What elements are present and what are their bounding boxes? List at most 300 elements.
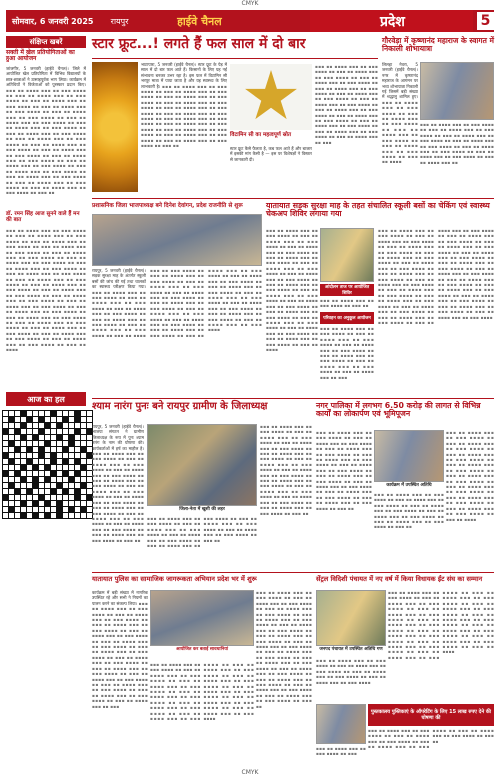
grid-cell [3, 411, 8, 416]
grid-cell [63, 441, 68, 446]
center-box-label-2: परिवहन का अनुकूल आयोजन [320, 312, 374, 324]
grid-cell [45, 507, 50, 512]
grid-cell [15, 423, 20, 428]
grid-cell [69, 471, 74, 476]
grid-cell [57, 429, 62, 434]
grid-cell [15, 495, 20, 500]
grid-cell-black [75, 417, 80, 422]
grid-cell [69, 429, 74, 434]
masthead [6, 10, 494, 32]
puzzle-title: आज का हल [6, 392, 86, 406]
library-caption: पुस्तकालय पुस्तिकाएं के ऑपरेटिंग के लिए 15 लाख रुपए देने की घोषणा की [368, 704, 494, 726]
row4-right-headline: सेंट्रल विदिशी पंचायत में नए वर्ष में किया विधायक ईंट संघ का सम्मान [316, 575, 483, 583]
brief-body: जांजगीर, 5 जनवरी (हाईवे चैनल)। जिले में आयोजित खेल प्रतियोगिता में विभिन्न विद्यालयों के छात्र-छात्राओं ने उत्साहपूर्वक भाग लिया। कार्यक्रम में अतिथियों ने विजेताओं को पुरस्कार प्रदान किए। ▪▪▪ ▪▪ ▪▪▪▪ ▪▪▪ ▪▪ ▪▪▪ ▪▪▪▪ ▪▪ ▪▪▪ ▪▪ ▪▪▪▪ ▪▪▪ ▪▪ ▪▪▪ ▪▪▪▪ ▪▪ ▪▪▪ ▪▪ ▪▪▪▪ ▪▪▪ ▪▪ ▪▪▪ ▪▪▪▪ ▪▪ ▪▪▪ ▪▪ ▪▪▪▪ ▪▪▪ ▪▪ ▪▪▪ ▪▪▪▪ ▪▪ ▪▪▪ ▪▪ ▪▪▪▪ ▪▪▪ ▪▪ ▪▪▪ ▪▪▪▪ ▪▪ ▪▪▪ ▪▪ ▪▪▪▪ ▪▪▪ ▪▪ ▪▪▪ ▪▪▪▪ ▪▪ ▪▪▪ ▪▪ ▪▪▪▪ ▪▪▪ ▪▪ ▪▪▪ ▪▪▪▪ ▪▪ ▪▪▪ ▪▪ ▪▪▪▪ ▪▪▪ ▪▪ ▪▪▪ ▪▪▪▪ ▪▪ ▪▪▪ ▪▪ ▪▪▪▪ ▪▪▪ ▪▪ ▪▪▪ ▪▪▪▪ ▪▪ ▪▪▪ ▪▪ ▪▪▪▪ ▪▪▪ ▪▪ ▪▪▪ ▪▪▪▪ ▪▪ ▪▪▪ ▪▪ ▪▪▪▪ ▪▪▪ ▪▪ ▪▪▪ ▪▪▪▪ ▪▪ ▪▪▪ ▪▪ ▪▪▪▪ ▪▪▪ ▪▪ ▪▪▪ ▪▪▪▪ ▪▪ ▪▪▪ ▪▪ ▪▪▪▪ ▪▪▪ ▪▪ ▪▪▪ ▪▪▪▪ ▪▪ ▪▪▪ ▪▪ ▪▪▪▪ ▪▪▪ ▪▪ ▪▪▪ ▪▪▪▪ ▪▪ ▪▪▪ ▪▪ ▪▪▪▪ ▪▪▪ ▪▪ ▪▪▪ ▪▪▪▪ ▪▪ ▪▪▪ ▪▪ ▪▪▪▪ ▪▪▪ ▪▪ ▪▪▪ ▪▪▪▪ ▪▪ ▪▪▪ ▪▪ ▪▪▪▪ ▪▪▪ ▪▪ ▪▪▪ ▪▪▪▪ ▪▪ ▪▪▪ ▪▪ [6, 66, 86, 196]
row3-left-body-text: रायपुर, 5 जनवरी (हाईवे चैनल)। भाजपा संगठन ने ग्रामीण जिलाध्यक्ष के रूप में पुनः श्याम नारंग के नाम की घोषणा की। कार्यकर्ताओं में हर्ष का माहौल है। [92, 424, 144, 451]
grid-cell [69, 453, 74, 458]
grid-cell [75, 447, 80, 452]
grid-cell [75, 441, 80, 446]
grid-cell [15, 411, 20, 416]
grid-cell [69, 417, 74, 422]
grid-cell-black [45, 465, 50, 470]
grid-cell [27, 483, 32, 488]
grid-cell [45, 453, 50, 458]
grid-cell [9, 495, 14, 500]
grid-cell-black [75, 459, 80, 464]
grid-cell [9, 477, 14, 482]
row4-right-body-4: ▪▪▪ ▪▪ ▪▪▪▪ ▪▪▪ ▪▪ ▪▪▪ ▪▪▪▪ ▪▪ ▪▪▪ [316, 746, 366, 757]
grid-cell [9, 489, 14, 494]
grid-cell [15, 441, 20, 446]
brief-body-text: जांजगीर, 5 जनवरी (हाईवे चैनल)। जिले में आयोजित खेल प्रतियोगिता में विभिन्न विद्यालयों के छात्र-छात्राओं ने उत्साहपूर्वक भाग लिया। कार्यक्रम में अतिथियों ने विजेताओं को पुरस्कार प्रदान किए। [6, 66, 86, 88]
grid-cell-black [15, 429, 20, 434]
main-subhead: विटामिन सी का महत्वपूर्ण स्रोत [230, 132, 292, 138]
grid-cell [21, 471, 26, 476]
grid-cell [51, 477, 56, 482]
grid-cell [27, 411, 32, 416]
row4-left-body-text: कार्यक्रम में बड़ी संख्या में नागरिक उपस्थित रहे और सभी ने नियमों का पालन करने का संकल्प लिया। [92, 590, 148, 606]
grid-cell [51, 501, 56, 506]
row3-mid-body: ▪▪▪ ▪▪ ▪▪▪▪ ▪▪▪ ▪▪ ▪▪▪ ▪▪▪▪ ▪▪ ▪▪▪ ▪▪ ▪▪▪▪ ▪▪▪ ▪▪ ▪▪▪ ▪▪▪▪ ▪▪ ▪▪▪ ▪▪ ▪▪▪▪ ▪▪▪ ▪▪ ▪▪▪ ▪▪▪▪ ▪▪ ▪▪▪ ▪▪ ▪▪▪▪ ▪▪▪ ▪▪ ▪▪▪ ▪▪▪▪ ▪▪ ▪▪▪ ▪▪ ▪▪▪▪ ▪▪▪ ▪▪ ▪▪▪ ▪▪▪▪ ▪▪ ▪▪▪ ▪▪ ▪▪▪▪ ▪▪▪ ▪▪ ▪▪▪ ▪▪▪▪ ▪▪ ▪▪▪ ▪▪ [147, 516, 257, 549]
grid-cell [51, 495, 56, 500]
grid-cell [57, 441, 62, 446]
grid-cell [69, 495, 74, 500]
grid-cell-black [63, 471, 68, 476]
grid-cell [81, 489, 86, 494]
grid-cell [27, 501, 32, 506]
grid-cell-black [15, 447, 20, 452]
grid-cell [3, 501, 8, 506]
grid-cell [21, 441, 26, 446]
grid-cell-black [45, 477, 50, 482]
right-top-body-text: लिलहा नेवरा, 5 जनवरी (हाईवे चैनल)। नगर में कृष्णानंद महाराज के आगमन पर भव्य शोभायात्रा निकाली गई जिसमें बड़ी संख्या में श्रद्धालु शामिल हुए। [382, 62, 418, 100]
grid-cell [15, 477, 20, 482]
grid-cell [57, 489, 62, 494]
divider [92, 572, 494, 573]
grid-cell-black [39, 447, 44, 452]
grid-cell [39, 441, 44, 446]
grid-cell [51, 507, 56, 512]
grid-cell-black [15, 489, 20, 494]
grid-cell [39, 483, 44, 488]
row4-mid-body: ▪▪▪ ▪▪ ▪▪▪▪ ▪▪▪ ▪▪ ▪▪▪ ▪▪▪▪ ▪▪ ▪▪▪ ▪▪ ▪▪▪▪ ▪▪▪ ▪▪ ▪▪▪ ▪▪▪▪ ▪▪ ▪▪▪ ▪▪ ▪▪▪▪ ▪▪▪ ▪▪ ▪▪▪ ▪▪▪▪ ▪▪ ▪▪▪ ▪▪ ▪▪▪▪ ▪▪▪ ▪▪ ▪▪▪ ▪▪▪▪ ▪▪ ▪▪▪ ▪▪ ▪▪▪▪ ▪▪▪ ▪▪ ▪▪▪ ▪▪▪▪ ▪▪ ▪▪▪ ▪▪ ▪▪▪▪ ▪▪▪ ▪▪ ▪▪▪ ▪▪▪▪ ▪▪ ▪▪▪ ▪▪ ▪▪▪▪ ▪▪▪ ▪▪ ▪▪▪ ▪▪▪▪ ▪▪ ▪▪▪ ▪▪ ▪▪▪▪ ▪▪▪ ▪▪ ▪▪▪ ▪▪▪▪ ▪▪ ▪▪▪ ▪▪ ▪▪▪▪ ▪▪▪ ▪▪ ▪▪▪ ▪▪▪▪ ▪▪ ▪▪▪ ▪▪ ▪▪▪▪ ▪▪▪ ▪▪ ▪▪▪ ▪▪▪▪ ▪▪ ▪▪▪ ▪▪ ▪▪▪▪ ▪▪▪ ▪▪ ▪▪▪ ▪▪▪▪ [150, 662, 254, 722]
mid-left-headline: प्रशासनिक जिला भाजपाध्यक्ष बने दिनेश देवांगन, प्रदेश राजनीति से शुरू [92, 203, 243, 209]
grid-cell-black [27, 447, 32, 452]
row3-right-body-3: ▪▪▪ ▪▪ ▪▪▪▪ ▪▪▪ ▪▪ ▪▪▪ ▪▪▪▪ ▪▪ ▪▪▪ ▪▪ ▪▪▪▪ ▪▪▪ ▪▪ ▪▪▪ ▪▪▪▪ ▪▪ ▪▪▪ ▪▪ ▪▪▪▪ ▪▪▪ ▪▪ ▪▪▪ ▪▪▪▪ ▪▪ ▪▪▪ ▪▪ ▪▪▪▪ ▪▪▪ ▪▪ ▪▪▪ ▪▪▪▪ ▪▪ ▪▪▪ ▪▪ ▪▪▪▪ ▪▪▪ ▪▪ ▪▪▪ ▪▪▪▪ ▪▪ ▪▪▪ ▪▪ [374, 492, 444, 530]
grid-cell [75, 423, 80, 428]
grid-cell [21, 459, 26, 464]
grid-cell [57, 465, 62, 470]
grid-cell [21, 447, 26, 452]
grid-cell [21, 483, 26, 488]
grid-cell [63, 411, 68, 416]
grid-cell [3, 483, 8, 488]
grid-cell-black [9, 441, 14, 446]
grid-cell-black [33, 513, 38, 518]
grid-cell [39, 489, 44, 494]
right-top-headline: गौरवेड़ा में कृष्णानंद महाराज के स्वागत में निकाली शोभायात्रा [382, 36, 494, 53]
grid-cell [15, 417, 20, 422]
grid-cell-black [75, 471, 80, 476]
grid-cell-black [39, 453, 44, 458]
grid-cell [75, 465, 80, 470]
grid-cell-black [33, 435, 38, 440]
grid-cell [75, 477, 80, 482]
star-slice-photo [230, 64, 312, 130]
grid-cell [3, 459, 8, 464]
grid-cell [33, 429, 38, 434]
grid-cell-black [21, 501, 26, 506]
grid-cell [27, 465, 32, 470]
grid-cell [81, 453, 86, 458]
grid-cell [63, 435, 68, 440]
grid-cell [69, 501, 74, 506]
mid-left-body-text: रायपुर, 5 जनवरी (हाईवे चैनल)। सड़क सुरक्षा माह के अंतर्गत स्कूली बसों की जांच की गई तथा चालकों का स्वास्थ्य परीक्षण किया गया। [92, 268, 146, 290]
grid-cell [15, 483, 20, 488]
grid-cell-black [57, 501, 62, 506]
grid-cell-black [75, 495, 80, 500]
grid-cell [3, 417, 8, 422]
grid-cell [15, 501, 20, 506]
group-photo [92, 214, 262, 266]
grid-cell-black [21, 411, 26, 416]
grid-cell [69, 513, 74, 518]
grid-cell [57, 447, 62, 452]
grid-cell [15, 507, 20, 512]
grid-cell [33, 447, 38, 452]
grid-cell [81, 441, 86, 446]
grid-cell [15, 459, 20, 464]
grid-cell-black [27, 417, 32, 422]
grid-cell-black [51, 489, 56, 494]
row3-mid-body-2: ▪▪▪ ▪▪ ▪▪▪▪ ▪▪▪ ▪▪ ▪▪▪ ▪▪▪▪ ▪▪ ▪▪▪ ▪▪ ▪▪▪▪ ▪▪▪ ▪▪ ▪▪▪ ▪▪▪▪ ▪▪ ▪▪▪ ▪▪ ▪▪▪▪ ▪▪▪ ▪▪ ▪▪▪ ▪▪▪▪ ▪▪ ▪▪▪ ▪▪ ▪▪▪▪ ▪▪▪ ▪▪ ▪▪▪ ▪▪▪▪ ▪▪ ▪▪▪ ▪▪ ▪▪▪▪ ▪▪▪ ▪▪ ▪▪▪ ▪▪▪▪ ▪▪ ▪▪▪ ▪▪ ▪▪▪▪ ▪▪▪ ▪▪ ▪▪▪ ▪▪▪▪ ▪▪ ▪▪▪ ▪▪ ▪▪▪▪ ▪▪▪ ▪▪ ▪▪▪ ▪▪▪▪ ▪▪ ▪▪▪ ▪▪ ▪▪▪▪ ▪▪▪ ▪▪ ▪▪▪ ▪▪▪▪ ▪▪ ▪▪▪ ▪▪ ▪▪▪▪ ▪▪▪ ▪▪ ▪▪▪ ▪▪▪▪ ▪▪ ▪▪▪ ▪▪ ▪▪▪▪ ▪▪▪ ▪▪ ▪▪▪ ▪▪▪▪ ▪▪ ▪▪▪ ▪▪ [260, 424, 312, 516]
right-top-body: लिलहा नेवरा, 5 जनवरी (हाईवे चैनल)। नगर में कृष्णानंद महाराज के आगमन पर भव्य शोभायात्रा निकाली गई जिसमें बड़ी संख्या में श्रद्धालु शामिल हुए। ▪▪▪ ▪▪ ▪▪▪▪ ▪▪▪ ▪▪ ▪▪▪ ▪▪▪▪ ▪▪ ▪▪▪ ▪▪ ▪▪▪▪ ▪▪▪ ▪▪ ▪▪▪ ▪▪▪▪ ▪▪ ▪▪▪ ▪▪ ▪▪▪▪ ▪▪▪ ▪▪ ▪▪▪ ▪▪▪▪ ▪▪ ▪▪▪ ▪▪ ▪▪▪▪ ▪▪▪ ▪▪ ▪▪▪ ▪▪▪▪ ▪▪ ▪▪▪ ▪▪ ▪▪▪▪ [382, 62, 418, 165]
grid-cell [57, 417, 62, 422]
right-top-body-2: ▪▪▪ ▪▪ ▪▪▪▪ ▪▪▪ ▪▪ ▪▪▪ ▪▪▪▪ ▪▪ ▪▪▪ ▪▪ ▪▪▪▪ ▪▪▪ ▪▪ ▪▪▪ ▪▪▪▪ ▪▪ ▪▪▪ ▪▪ ▪▪▪▪ ▪▪▪ ▪▪ ▪▪▪ ▪▪▪▪ ▪▪ ▪▪▪ ▪▪ ▪▪▪▪ ▪▪▪ ▪▪ ▪▪▪ ▪▪▪▪ ▪▪ ▪▪▪ ▪▪ ▪▪▪▪ ▪▪▪ ▪▪ ▪▪▪ ▪▪▪▪ ▪▪ ▪▪▪ ▪▪ ▪▪▪▪ ▪▪▪ ▪▪ ▪▪▪ ▪▪▪▪ ▪▪ ▪▪▪ ▪▪ ▪▪▪▪ ▪▪▪ ▪▪ [420, 122, 494, 165]
section-title: प्रदेश [310, 10, 473, 32]
grid-cell [51, 417, 56, 422]
grid-cell-black [45, 501, 50, 506]
brief-headline-2: डॉ. रमन सिंह आज सुनने वाले हैं मन की बात [6, 211, 80, 223]
mid-center-body-2: ▪▪▪ ▪▪ ▪▪▪▪ ▪▪▪ ▪▪ ▪▪▪ ▪▪▪▪ ▪▪ ▪▪▪ ▪▪ [320, 298, 374, 309]
row4-right-body-3: ▪▪▪ ▪▪ ▪▪▪▪ ▪▪▪ ▪▪ ▪▪▪ ▪▪▪▪ ▪▪ ▪▪▪ ▪▪ ▪▪▪▪ ▪▪▪ ▪▪ ▪▪▪ ▪▪▪▪ ▪▪ ▪▪▪ ▪▪ ▪▪▪▪ ▪▪▪ ▪▪ ▪▪▪ ▪▪▪▪ ▪▪ ▪▪▪ ▪▪ ▪▪▪▪ ▪▪▪ ▪▪ ▪▪▪ ▪▪▪▪ ▪▪ ▪▪▪ ▪▪ [368, 728, 494, 750]
crossword-grid [2, 410, 93, 519]
grid-cell [51, 423, 56, 428]
grid-cell [63, 477, 68, 482]
grid-cell [81, 435, 86, 440]
grid-cell [15, 465, 20, 470]
grid-cell [57, 453, 62, 458]
grid-cell [81, 429, 86, 434]
grid-cell [9, 429, 14, 434]
grid-cell-black [33, 465, 38, 470]
cmyk-marker-top: CMYK [241, 0, 259, 7]
grid-cell-black [63, 459, 68, 464]
grid-cell [15, 453, 20, 458]
grid-cell [45, 435, 50, 440]
cmyk-marker-bottom: CMYK [241, 769, 259, 776]
main-body: भाटापारा, 5 जनवरी (हाईवे चैनल)। स्टार फ्रूट के पेड़ में साल में दो बार फल आते हैं। किसानों के लिए यह नई संभावना बनकर उभर रहा है। इस फल में विटामिन सी भरपूर मात्रा में पाया जाता है और यह स्वास्थ्य के लिए लाभकारी है। ▪▪▪ ▪▪ ▪▪▪▪ ▪▪▪ ▪▪ ▪▪▪ ▪▪▪▪ ▪▪ ▪▪▪ ▪▪ ▪▪▪▪ ▪▪▪ ▪▪ ▪▪▪ ▪▪▪▪ ▪▪ ▪▪▪ ▪▪ ▪▪▪▪ ▪▪▪ ▪▪ ▪▪▪ ▪▪▪▪ ▪▪ ▪▪▪ ▪▪ ▪▪▪▪ ▪▪▪ ▪▪ ▪▪▪ ▪▪▪▪ ▪▪ ▪▪▪ ▪▪ ▪▪▪▪ ▪▪▪ ▪▪ ▪▪▪ ▪▪▪▪ ▪▪ ▪▪▪ ▪▪ ▪▪▪▪ ▪▪▪ ▪▪ ▪▪▪ ▪▪▪▪ ▪▪ ▪▪▪ ▪▪ ▪▪▪▪ ▪▪▪ ▪▪ ▪▪▪ ▪▪▪▪ ▪▪ ▪▪▪ ▪▪ ▪▪▪▪ ▪▪▪ ▪▪ ▪▪▪ ▪▪▪▪ ▪▪ ▪▪▪ ▪▪ ▪▪▪▪ ▪▪▪ ▪▪ ▪▪▪ ▪▪▪▪ ▪▪ ▪▪▪ ▪▪ ▪▪▪▪ ▪▪▪ ▪▪ ▪▪▪ ▪▪▪▪ ▪▪ ▪▪▪ ▪▪ ▪▪▪▪ ▪▪▪ ▪▪ ▪▪▪ ▪▪▪▪ ▪▪ ▪▪▪ ▪▪ [141, 62, 227, 149]
grid-cell [33, 495, 38, 500]
row4-right-body: ▪▪▪ ▪▪ ▪▪▪▪ ▪▪▪ ▪▪ ▪▪▪ ▪▪▪▪ ▪▪ ▪▪▪ ▪▪ ▪▪▪▪ ▪▪▪ ▪▪ ▪▪▪ ▪▪▪▪ ▪▪ ▪▪▪ ▪▪ ▪▪▪▪ ▪▪▪ ▪▪ ▪▪▪ ▪▪▪▪ ▪▪ ▪▪▪ ▪▪ ▪▪▪▪ ▪▪▪ ▪▪ ▪▪▪ ▪▪▪▪ [316, 658, 386, 685]
grid-cell-black [75, 411, 80, 416]
grid-cell [63, 423, 68, 428]
grid-cell [81, 423, 86, 428]
grid-cell [45, 489, 50, 494]
grid-cell [81, 495, 86, 500]
grid-cell [9, 465, 14, 470]
grid-cell [87, 417, 92, 422]
grid-cell [45, 429, 50, 434]
grid-cell [63, 507, 68, 512]
grid-cell [21, 489, 26, 494]
grid-cell [75, 483, 80, 488]
grid-cell [45, 417, 50, 422]
grid-cell [27, 507, 32, 512]
grid-cell-black [45, 513, 50, 518]
grid-cell [39, 471, 44, 476]
grid-cell [57, 459, 62, 464]
grid-cell-black [57, 513, 62, 518]
grid-cell [57, 477, 62, 482]
grid-cell [3, 507, 8, 512]
grid-cell [63, 501, 68, 506]
grid-cell-black [45, 441, 50, 446]
grid-cell [27, 513, 32, 518]
grid-cell [69, 411, 74, 416]
grid-cell [21, 495, 26, 500]
grid-cell-black [39, 429, 44, 434]
starfruit-photo [92, 62, 138, 192]
grid-cell [33, 471, 38, 476]
grid-cell [45, 495, 50, 500]
grid-cell-black [63, 417, 68, 422]
grid-cell [45, 459, 50, 464]
grid-cell [69, 459, 74, 464]
grid-cell [27, 423, 32, 428]
grid-cell-black [51, 453, 56, 458]
grid-cell [21, 429, 26, 434]
divider [92, 58, 378, 59]
grid-cell [69, 447, 74, 452]
grid-cell [9, 501, 14, 506]
brief-news-tag: संक्षिप्त खबरें [6, 36, 86, 48]
panchayat-photo [316, 590, 386, 646]
grid-cell [75, 435, 80, 440]
grid-cell-black [39, 495, 44, 500]
grid-cell [27, 441, 32, 446]
grid-cell [9, 471, 14, 476]
grid-cell [27, 429, 32, 434]
main-sub-body: स्टार फ्रूट कैसे फैलता है, कब फल आते हैं और बाजार में इसकी मांग कैसी है — इस पर विशेषज्ञों ने विस्तार से जानकारी दी। [230, 146, 312, 162]
grid-cell [75, 501, 80, 506]
grid-cell-black [63, 447, 68, 452]
grid-cell [9, 435, 14, 440]
grid-cell-black [45, 423, 50, 428]
mid-center-headline: यातायात सड़क सुरक्षा माह के तहत संचालित स्कूली बसों का चेकिंग एवं स्वास्थ्य चेकअप शिविर लगाया गया [266, 201, 490, 219]
grid-cell [21, 507, 26, 512]
grid-cell-black [21, 435, 26, 440]
grid-cell [3, 513, 8, 518]
grid-cell [39, 507, 44, 512]
grid-cell [9, 447, 14, 452]
grid-cell-black [33, 501, 38, 506]
grid-cell-black [51, 459, 56, 464]
grid-cell [33, 489, 38, 494]
grid-cell-black [69, 435, 74, 440]
grid-cell-black [33, 483, 38, 488]
grid-cell [33, 411, 38, 416]
grid-cell-black [21, 423, 26, 428]
bus-checkup-photo [320, 228, 374, 282]
grid-cell-black [81, 447, 86, 452]
grid-cell [69, 465, 74, 470]
issue-date: सोमवार, 6 जनवरी 2025 [12, 16, 94, 26]
grid-cell-black [15, 471, 20, 476]
mid-center-body: ▪▪▪ ▪▪ ▪▪▪▪ ▪▪▪ ▪▪ ▪▪▪ ▪▪▪▪ ▪▪ ▪▪▪ ▪▪ ▪▪▪▪ ▪▪▪ ▪▪ ▪▪▪ ▪▪▪▪ ▪▪ ▪▪▪ ▪▪ ▪▪▪▪ ▪▪▪ ▪▪ ▪▪▪ ▪▪▪▪ ▪▪ ▪▪▪ ▪▪ ▪▪▪▪ ▪▪▪ ▪▪ ▪▪▪ ▪▪▪▪ ▪▪ ▪▪▪ ▪▪ ▪▪▪▪ ▪▪▪ ▪▪ ▪▪▪ ▪▪▪▪ ▪▪ ▪▪▪ ▪▪ ▪▪▪▪ ▪▪▪ ▪▪ ▪▪▪ ▪▪▪▪ ▪▪ ▪▪▪ ▪▪ ▪▪▪▪ ▪▪▪ ▪▪ ▪▪▪ ▪▪▪▪ ▪▪ ▪▪▪ ▪▪ ▪▪▪▪ ▪▪▪ ▪▪ ▪▪▪ ▪▪▪▪ ▪▪ ▪▪▪ ▪▪ ▪▪▪▪ ▪▪▪ ▪▪ ▪▪▪ ▪▪▪▪ ▪▪ ▪▪▪ ▪▪ ▪▪▪▪ ▪▪▪ ▪▪ ▪▪▪ ▪▪▪▪ ▪▪ ▪▪▪ ▪▪ ▪▪▪▪ ▪▪▪ ▪▪ ▪▪▪ ▪▪▪▪ ▪▪ ▪▪▪ ▪▪ ▪▪▪▪ ▪▪▪ ▪▪ ▪▪▪ ▪▪▪▪ ▪▪ ▪▪▪ ▪▪ ▪▪▪▪ ▪▪▪ ▪▪ ▪▪▪ ▪▪▪▪ ▪▪ ▪▪▪ ▪▪ ▪▪▪▪ [266, 228, 318, 352]
grid-cell-black [3, 495, 8, 500]
procession-photo [420, 62, 494, 120]
row3-right-headline: नगर पालिका में लगभग 6.50 करोड़ की लागत से विभिन्न कार्यों का लोकार्पण एवं भूमिपूजन [316, 401, 481, 419]
main-body-2: ▪▪▪ ▪▪ ▪▪▪▪ ▪▪▪ ▪▪ ▪▪▪ ▪▪▪▪ ▪▪ ▪▪▪ ▪▪ ▪▪▪▪ ▪▪▪ ▪▪ ▪▪▪ ▪▪▪▪ ▪▪ ▪▪▪ ▪▪ ▪▪▪▪ ▪▪▪ ▪▪ ▪▪▪ ▪▪▪▪ ▪▪ ▪▪▪ ▪▪ ▪▪▪▪ ▪▪▪ ▪▪ ▪▪▪ ▪▪▪▪ ▪▪ ▪▪▪ ▪▪ ▪▪▪▪ ▪▪▪ ▪▪ ▪▪▪ ▪▪▪▪ ▪▪ ▪▪▪ ▪▪ ▪▪▪▪ ▪▪▪ ▪▪ ▪▪▪ ▪▪▪▪ ▪▪ ▪▪▪ ▪▪ ▪▪▪▪ ▪▪▪ ▪▪ ▪▪▪ ▪▪▪▪ ▪▪ ▪▪▪ ▪▪ ▪▪▪▪ ▪▪▪ ▪▪ ▪▪▪ ▪▪▪▪ ▪▪ ▪▪▪ ▪▪ ▪▪▪▪ ▪▪▪ ▪▪ ▪▪▪ ▪▪▪▪ ▪▪ ▪▪▪ ▪▪ ▪▪▪▪ ▪▪▪ ▪▪ ▪▪▪ ▪▪▪▪ ▪▪ ▪▪▪ ▪▪ ▪▪▪▪ ▪▪▪ ▪▪ ▪▪▪ [315, 64, 378, 145]
grid-cell [39, 513, 44, 518]
grid-cell [9, 453, 14, 458]
grid-cell-black [81, 465, 86, 470]
grid-cell [39, 411, 44, 416]
row4-left-body: कार्यक्रम में बड़ी संख्या में नागरिक उपस्थित रहे और सभी ने नियमों का पालन करने का संकल्प लिया। ▪▪▪ ▪▪ ▪▪▪▪ ▪▪▪ ▪▪ ▪▪▪ ▪▪▪▪ ▪▪ ▪▪▪ ▪▪ ▪▪▪▪ ▪▪▪ ▪▪ ▪▪▪ ▪▪▪▪ ▪▪ ▪▪▪ ▪▪ ▪▪▪▪ ▪▪▪ ▪▪ ▪▪▪ ▪▪▪▪ ▪▪ ▪▪▪ ▪▪ ▪▪▪▪ ▪▪▪ ▪▪ ▪▪▪ ▪▪▪▪ ▪▪ ▪▪▪ ▪▪ ▪▪▪▪ ▪▪▪ ▪▪ ▪▪▪ ▪▪▪▪ ▪▪ ▪▪▪ ▪▪ ▪▪▪▪ ▪▪▪ ▪▪ ▪▪▪ ▪▪▪▪ ▪▪ ▪▪▪ ▪▪ ▪▪▪▪ ▪▪▪ ▪▪ ▪▪▪ ▪▪▪▪ ▪▪ ▪▪▪ ▪▪ ▪▪▪▪ ▪▪▪ ▪▪ ▪▪▪ ▪▪▪▪ ▪▪ ▪▪▪ ▪▪ ▪▪▪▪ ▪▪▪ ▪▪ ▪▪▪ ▪▪▪▪ ▪▪ ▪▪▪ ▪▪ ▪▪▪▪ ▪▪▪ ▪▪ ▪▪▪ ▪▪▪▪ ▪▪ ▪▪▪ ▪▪ ▪▪▪▪ ▪▪▪ ▪▪ ▪▪▪ ▪▪▪▪ ▪▪ ▪▪▪ ▪▪ ▪▪▪▪ ▪▪▪ ▪▪ ▪▪▪ [92, 590, 148, 709]
grid-cell-black [27, 459, 32, 464]
paper-name: हाईवे चैनल [177, 14, 222, 28]
grid-cell [21, 417, 26, 422]
leaders-photo [147, 424, 257, 506]
awareness-photo [150, 590, 254, 646]
row4-right-body-2: ▪▪▪ ▪▪ ▪▪▪▪ ▪▪▪ ▪▪ ▪▪▪ ▪▪▪▪ ▪▪ ▪▪▪ ▪▪ ▪▪▪▪ ▪▪▪ ▪▪ ▪▪▪ ▪▪▪▪ ▪▪ ▪▪▪ ▪▪ ▪▪▪▪ ▪▪▪ ▪▪ ▪▪▪ ▪▪▪▪ ▪▪ ▪▪▪ ▪▪ ▪▪▪▪ ▪▪▪ ▪▪ ▪▪▪ ▪▪▪▪ ▪▪ ▪▪▪ ▪▪ ▪▪▪▪ ▪▪▪ ▪▪ ▪▪▪ ▪▪▪▪ ▪▪ ▪▪▪ ▪▪ ▪▪▪▪ ▪▪▪ ▪▪ ▪▪▪ ▪▪▪▪ ▪▪ ▪▪▪ ▪▪ ▪▪▪▪ ▪▪▪ ▪▪ ▪▪▪ ▪▪▪▪ ▪▪ ▪▪▪ ▪▪ ▪▪▪▪ ▪▪▪ ▪▪ ▪▪▪ ▪▪▪▪ ▪▪ ▪▪▪ ▪▪ ▪▪▪▪ ▪▪▪ ▪▪ ▪▪▪ ▪▪▪▪ ▪▪ ▪▪▪ ▪▪ ▪▪▪▪ ▪▪▪ ▪▪ ▪▪▪ ▪▪▪▪ ▪▪ ▪▪▪ ▪▪ ▪▪▪▪ ▪▪▪ ▪▪ ▪▪▪ ▪▪▪▪ ▪▪ ▪▪▪ ▪▪ ▪▪▪▪ ▪▪▪ ▪▪ ▪▪▪ ▪▪▪▪ ▪▪ ▪▪▪ ▪▪ ▪▪▪▪ [388, 590, 494, 660]
grid-cell [57, 495, 62, 500]
grid-cell [75, 507, 80, 512]
grid-cell-black [81, 483, 86, 488]
row4-mid-body-2: ▪▪▪ ▪▪ ▪▪▪▪ ▪▪▪ ▪▪ ▪▪▪ ▪▪▪▪ ▪▪ ▪▪▪ ▪▪ ▪▪▪▪ ▪▪▪ ▪▪ ▪▪▪ ▪▪▪▪ ▪▪ ▪▪▪ ▪▪ ▪▪▪▪ ▪▪▪ ▪▪ ▪▪▪ ▪▪▪▪ ▪▪ ▪▪▪ ▪▪ ▪▪▪▪ ▪▪▪ ▪▪ ▪▪▪ ▪▪▪▪ ▪▪ ▪▪▪ ▪▪ ▪▪▪▪ ▪▪▪ ▪▪ ▪▪▪ ▪▪▪▪ ▪▪ ▪▪▪ ▪▪ ▪▪▪▪ ▪▪▪ ▪▪ ▪▪▪ ▪▪▪▪ ▪▪ ▪▪▪ ▪▪ ▪▪▪▪ ▪▪▪ ▪▪ ▪▪▪ ▪▪▪▪ ▪▪ ▪▪▪ ▪▪ ▪▪▪▪ ▪▪▪ ▪▪ ▪▪▪ ▪▪▪▪ ▪▪ ▪▪▪ ▪▪ ▪▪▪▪ ▪▪▪ ▪▪ ▪▪▪ ▪▪▪▪ ▪▪ ▪▪▪ ▪▪ ▪▪▪▪ ▪▪▪ ▪▪ ▪▪▪ ▪▪▪▪ ▪▪ ▪▪▪ ▪▪ ▪▪▪▪ ▪▪▪ ▪▪ ▪▪▪ ▪▪▪▪ ▪▪ ▪▪▪ ▪▪ ▪▪▪▪ ▪▪▪ ▪▪ ▪▪▪ ▪▪▪▪ ▪▪ ▪▪▪ ▪▪ ▪▪▪▪ ▪▪▪ ▪▪ ▪▪▪ ▪▪▪▪ ▪▪ ▪▪▪ ▪▪ [256, 590, 312, 709]
grid-cell [27, 435, 32, 440]
grid-cell [81, 417, 86, 422]
divider [92, 198, 494, 199]
grid-cell [63, 465, 68, 470]
grid-cell-black [3, 429, 8, 434]
grid-cell-black [21, 477, 26, 482]
grid-cell [39, 465, 44, 470]
grid-cell [51, 429, 56, 434]
center-box-label: आंदोलन ताज पर आयोजित शिविर [320, 284, 374, 296]
grid-cell [3, 441, 8, 446]
grid-cell-black [69, 507, 74, 512]
grid-cell-black [51, 411, 56, 416]
grid-cell [39, 459, 44, 464]
grid-cell [39, 501, 44, 506]
grid-cell [51, 447, 56, 452]
grid-cell [45, 447, 50, 452]
star-icon [244, 70, 298, 124]
grid-cell-black [39, 417, 44, 422]
grid-cell-black [27, 489, 32, 494]
grid-cell [3, 465, 8, 470]
grid-cell-black [9, 483, 14, 488]
grid-cell [69, 489, 74, 494]
grid-cell [45, 483, 50, 488]
grid-cell [81, 411, 86, 416]
grid-cell [33, 507, 38, 512]
grid-cell [63, 513, 68, 518]
ceremony-photo-caption: कार्यक्रम में उपस्थित अतिथि [374, 482, 444, 490]
grid-cell [63, 453, 68, 458]
grid-cell-black [69, 441, 74, 446]
grid-cell [45, 471, 50, 476]
grid-cell-black [57, 435, 62, 440]
grid-cell [51, 483, 56, 488]
grid-cell [51, 465, 56, 470]
page-number: 5 [477, 12, 494, 30]
edition-city: रायपुर [110, 16, 129, 26]
grid-cell [81, 477, 86, 482]
row3-right-body: ▪▪▪ ▪▪ ▪▪▪▪ ▪▪▪ ▪▪ ▪▪▪ ▪▪▪▪ ▪▪ ▪▪▪ ▪▪ ▪▪▪▪ ▪▪▪ ▪▪ ▪▪▪ ▪▪▪▪ ▪▪ ▪▪▪ ▪▪ ▪▪▪▪ ▪▪▪ ▪▪ ▪▪▪ ▪▪▪▪ ▪▪ ▪▪▪ ▪▪ ▪▪▪▪ ▪▪▪ ▪▪ ▪▪▪ ▪▪▪▪ ▪▪ ▪▪▪ ▪▪ ▪▪▪▪ ▪▪▪ ▪▪ ▪▪▪ ▪▪▪▪ ▪▪ ▪▪▪ ▪▪ ▪▪▪▪ ▪▪▪ ▪▪ ▪▪▪ ▪▪▪▪ ▪▪ ▪▪▪ ▪▪ ▪▪▪▪ ▪▪▪ ▪▪ ▪▪▪ ▪▪▪▪ ▪▪ ▪▪▪ ▪▪ ▪▪▪▪ ▪▪▪ ▪▪ ▪▪▪ ▪▪▪▪ ▪▪ ▪▪▪ ▪▪ ▪▪▪▪ ▪▪▪ ▪▪ ▪▪▪ ▪▪▪▪ ▪▪ ▪▪▪ ▪▪ [316, 430, 372, 511]
grid-cell-black [9, 507, 14, 512]
grid-cell [33, 423, 38, 428]
brief-headline: सक्ती में खेल प्रतियोगिताओं का हुआ आयोजन [6, 49, 75, 63]
grid-cell [27, 471, 32, 476]
brief-body-2: ▪▪▪ ▪▪ ▪▪▪▪ ▪▪▪ ▪▪ ▪▪▪ ▪▪▪▪ ▪▪ ▪▪▪ ▪▪ ▪▪▪▪ ▪▪▪ ▪▪ ▪▪▪ ▪▪▪▪ ▪▪ ▪▪▪ ▪▪ ▪▪▪▪ ▪▪▪ ▪▪ ▪▪▪ ▪▪▪▪ ▪▪ ▪▪▪ ▪▪ ▪▪▪▪ ▪▪▪ ▪▪ ▪▪▪ ▪▪▪▪ ▪▪ ▪▪▪ ▪▪ ▪▪▪▪ ▪▪▪ ▪▪ ▪▪▪ ▪▪▪▪ ▪▪ ▪▪▪ ▪▪ ▪▪▪▪ ▪▪▪ ▪▪ ▪▪▪ ▪▪▪▪ ▪▪ ▪▪▪ ▪▪ ▪▪▪▪ ▪▪▪ ▪▪ ▪▪▪ ▪▪▪▪ ▪▪ ▪▪▪ ▪▪ ▪▪▪▪ ▪▪▪ ▪▪ ▪▪▪ ▪▪▪▪ ▪▪ ▪▪▪ ▪▪ ▪▪▪▪ ▪▪▪ ▪▪ ▪▪▪ ▪▪▪▪ ▪▪ ▪▪▪ ▪▪ ▪▪▪▪ ▪▪▪ ▪▪ ▪▪▪ ▪▪▪▪ ▪▪ ▪▪▪ ▪▪ ▪▪▪▪ ▪▪▪ ▪▪ ▪▪▪ ▪▪▪▪ ▪▪ ▪▪▪ ▪▪ ▪▪▪▪ ▪▪▪ ▪▪ ▪▪▪ ▪▪▪▪ ▪▪ ▪▪▪ ▪▪ ▪▪▪▪ ▪▪▪ ▪▪ ▪▪▪ ▪▪▪▪ ▪▪ ▪▪▪ ▪▪ ▪▪▪▪ ▪▪▪ ▪▪ ▪▪▪ ▪▪▪▪ ▪▪ ▪▪▪ ▪▪ ▪▪▪▪ ▪▪▪ ▪▪ ▪▪▪ ▪▪▪▪ ▪▪ ▪▪▪ ▪▪ ▪▪▪▪ ▪▪▪ ▪▪ ▪▪▪ ▪▪▪▪ ▪▪ ▪▪▪ ▪▪ ▪▪▪▪ ▪▪▪ ▪▪ ▪▪▪ ▪▪▪▪ ▪▪ ▪▪▪ ▪▪ ▪▪▪▪ ▪▪▪ ▪▪ ▪▪▪ ▪▪▪▪ ▪▪ ▪▪▪ ▪▪ ▪▪▪▪ ▪▪▪ ▪▪ ▪▪▪ ▪▪▪▪ ▪▪ ▪▪▪ ▪▪ ▪▪▪▪ [6, 228, 86, 352]
main-body-text: भाटापारा, 5 जनवरी (हाईवे चैनल)। स्टार फ्रूट के पेड़ में साल में दो बार फल आते हैं। किसानों के लिए यह नई संभावना बनकर उभर रहा है। इस फल में विटामिन सी भरपूर मात्रा में पाया जाता है और यह स्वास्थ्य के लिए लाभकारी है। [141, 62, 227, 89]
grid-cell [51, 435, 56, 440]
grid-cell [39, 435, 44, 440]
grid-cell-black [3, 471, 8, 476]
grid-cell [51, 441, 56, 446]
grid-cell-black [51, 471, 56, 476]
grid-cell-black [69, 477, 74, 482]
divider [92, 398, 494, 399]
leaders-photo-caption: जिला-नेता में खुशी की लहर [147, 506, 257, 514]
row4-left-headline: यातायात पुलिस का सामाजिक जागरूकता अभियान प्रदेश भर में शुरू [92, 575, 257, 583]
grid-cell [81, 501, 86, 506]
grid-cell-black [75, 489, 80, 494]
grid-cell-black [63, 489, 68, 494]
grid-cell [57, 411, 62, 416]
grid-cell [63, 495, 68, 500]
grid-cell [15, 435, 20, 440]
grid-cell-black [9, 459, 14, 464]
grid-cell [57, 471, 62, 476]
grid-cell [81, 459, 86, 464]
grid-cell [69, 483, 74, 488]
awareness-photo-caption: आयोजित कर बताई सावधानियां [150, 646, 254, 660]
grid-cell [75, 453, 80, 458]
grid-cell [3, 423, 8, 428]
row3-left-headline: श्याम नारंग पुनः बने रायपुर ग्रामीण के जिलाध्यक्ष [92, 401, 268, 412]
mid-center-body-3: ▪▪▪ ▪▪ ▪▪▪▪ ▪▪▪ ▪▪ ▪▪▪ ▪▪▪▪ ▪▪ ▪▪▪ ▪▪ ▪▪▪▪ ▪▪▪ ▪▪ ▪▪▪ ▪▪▪▪ ▪▪ ▪▪▪ ▪▪ ▪▪▪▪ ▪▪▪ ▪▪ ▪▪▪ ▪▪▪▪ ▪▪ ▪▪▪ ▪▪ ▪▪▪▪ ▪▪▪ ▪▪ ▪▪▪ ▪▪▪▪ ▪▪ ▪▪▪ ▪▪ ▪▪▪▪ ▪▪▪ ▪▪ ▪▪▪ ▪▪▪▪ ▪▪ ▪▪▪ ▪▪ ▪▪▪▪ ▪▪▪ ▪▪ ▪▪▪ [320, 326, 374, 380]
panchayat-photo-caption: जनपद पंचायत में उपस्थित अतिथि गण [316, 646, 386, 656]
grid-cell [3, 477, 8, 482]
grid-cell-black [21, 465, 26, 470]
grid-cell [39, 423, 44, 428]
grid-cell-black [21, 513, 26, 518]
grid-cell [21, 453, 26, 458]
grid-cell-black [57, 483, 62, 488]
grid-cell [75, 513, 80, 518]
grid-cell [3, 447, 8, 452]
mid-left-body: रायपुर, 5 जनवरी (हाईवे चैनल)। सड़क सुरक्षा माह के अंतर्गत स्कूली बसों की जांच की गई तथा चालकों का स्वास्थ्य परीक्षण किया गया। ▪▪▪ ▪▪ ▪▪▪▪ ▪▪▪ ▪▪ ▪▪▪ ▪▪▪▪ ▪▪ ▪▪▪ ▪▪ ▪▪▪▪ ▪▪▪ ▪▪ ▪▪▪ ▪▪▪▪ ▪▪ ▪▪▪ ▪▪ ▪▪▪▪ ▪▪▪ ▪▪ ▪▪▪ ▪▪▪▪ ▪▪ ▪▪▪ ▪▪ ▪▪▪▪ ▪▪▪ ▪▪ ▪▪▪ ▪▪▪▪ ▪▪ ▪▪▪ ▪▪ ▪▪▪▪ ▪▪▪ ▪▪ ▪▪▪ ▪▪▪▪ ▪▪ ▪▪▪ ▪▪ ▪▪▪▪ ▪▪▪ ▪▪ ▪▪▪ ▪▪▪▪ ▪▪ ▪▪▪ ▪▪ ▪▪▪▪ ▪▪▪ ▪▪ ▪▪▪ ▪▪▪▪ ▪▪ ▪▪▪ ▪▪ ▪▪▪▪ ▪▪▪ ▪▪ ▪▪▪ ▪▪▪▪ ▪▪ ▪▪▪ ▪▪ ▪▪▪▪ ▪▪▪ ▪▪ ▪▪▪ ▪▪▪▪ ▪▪ ▪▪▪ ▪▪ ▪▪▪▪ ▪▪▪ ▪▪ ▪▪▪ ▪▪▪▪ ▪▪ ▪▪▪ ▪▪ ▪▪▪▪ ▪▪▪ ▪▪ ▪▪▪ ▪▪▪▪ ▪▪ ▪▪▪ ▪▪ ▪▪▪▪ ▪▪▪ ▪▪ ▪▪▪ ▪▪▪▪ ▪▪ ▪▪▪ ▪▪ ▪▪▪▪ ▪▪▪ ▪▪ ▪▪▪ ▪▪▪▪ ▪▪ ▪▪▪ ▪▪ ▪▪▪▪ ▪▪▪ ▪▪ ▪▪▪ ▪▪▪▪ ▪▪ ▪▪▪ ▪▪ ▪▪▪▪ ▪▪▪ ▪▪ ▪▪▪ ▪▪▪▪ ▪▪ ▪▪▪ ▪▪ ▪▪▪▪ ▪▪▪ ▪▪ ▪▪▪ ▪▪▪▪ ▪▪ ▪▪▪ ▪▪ ▪▪▪▪ ▪▪▪ ▪▪ ▪▪▪ ▪▪▪▪ ▪▪ ▪▪▪ ▪▪ ▪▪▪▪ ▪▪▪ ▪▪ ▪▪▪ ▪▪▪▪ ▪▪ ▪▪▪ ▪▪ ▪▪▪▪ ▪▪▪ ▪▪ ▪▪▪ ▪▪▪▪ ▪▪ ▪▪▪ ▪▪ ▪▪▪▪ ▪▪▪ ▪▪ ▪▪▪ ▪▪▪▪ [92, 268, 262, 338]
grid-cell [81, 471, 86, 476]
row3-left-body: रायपुर, 5 जनवरी (हाईवे चैनल)। भाजपा संगठन ने ग्रामीण जिलाध्यक्ष के रूप में पुनः श्याम नारंग के नाम की घोषणा की। कार्यकर्ताओं में हर्ष का माहौल है। ▪▪▪ ▪▪ ▪▪▪▪ ▪▪▪ ▪▪ ▪▪▪ ▪▪▪▪ ▪▪ ▪▪▪ ▪▪ ▪▪▪▪ ▪▪▪ ▪▪ ▪▪▪ ▪▪▪▪ ▪▪ ▪▪▪ ▪▪ ▪▪▪▪ ▪▪▪ ▪▪ ▪▪▪ ▪▪▪▪ ▪▪ ▪▪▪ ▪▪ ▪▪▪▪ ▪▪▪ ▪▪ ▪▪▪ ▪▪▪▪ ▪▪ ▪▪▪ ▪▪ ▪▪▪▪ ▪▪▪ ▪▪ ▪▪▪ ▪▪▪▪ ▪▪ ▪▪▪ ▪▪ ▪▪▪▪ ▪▪▪ ▪▪ ▪▪▪ ▪▪▪▪ ▪▪ ▪▪▪ ▪▪ ▪▪▪▪ ▪▪▪ ▪▪ ▪▪▪ ▪▪▪▪ ▪▪ ▪▪▪ ▪▪ ▪▪▪▪ ▪▪▪ ▪▪ ▪▪▪ ▪▪▪▪ ▪▪ ▪▪▪ ▪▪ ▪▪▪▪ ▪▪▪ ▪▪ ▪▪▪ ▪▪▪▪ ▪▪ ▪▪▪ ▪▪ ▪▪▪▪ ▪▪▪ ▪▪ ▪▪▪ ▪▪▪▪ ▪▪ ▪▪▪ ▪▪ [92, 424, 144, 543]
grid-cell-black [57, 423, 62, 428]
grid-cell-black [57, 507, 62, 512]
grid-cell-black [3, 453, 8, 458]
grid-cell [33, 441, 38, 446]
